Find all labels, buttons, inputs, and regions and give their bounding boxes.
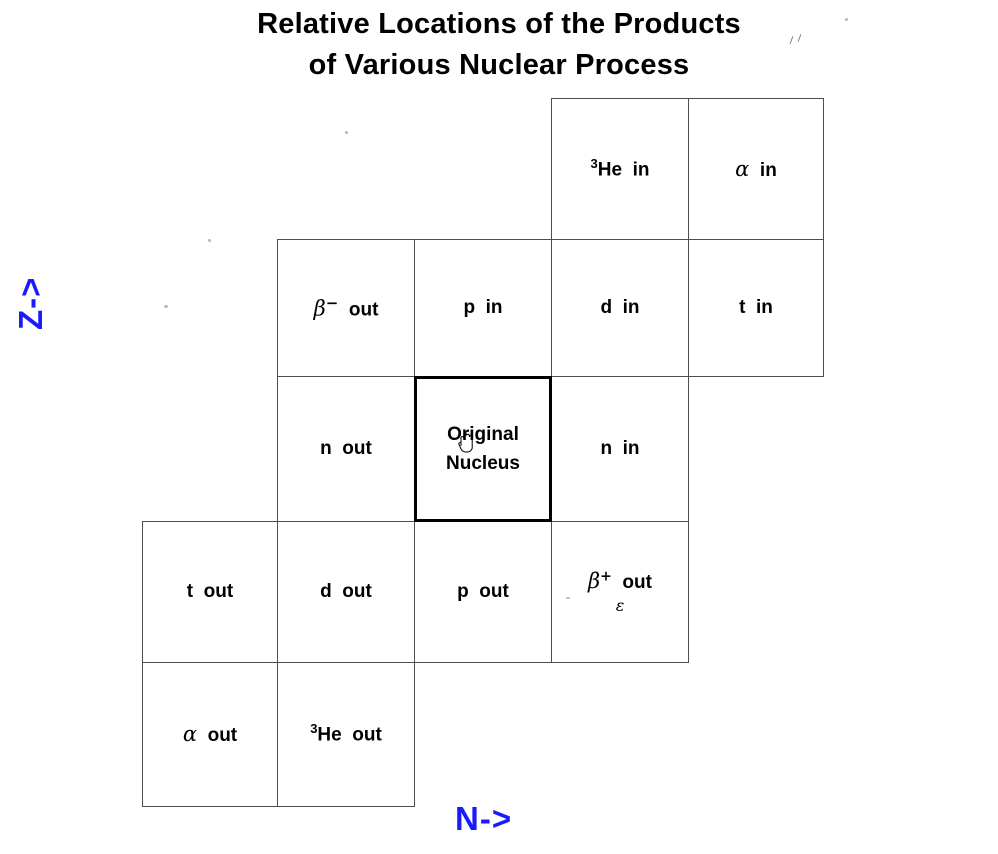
cell-label: $^3$He in bbox=[590, 155, 650, 181]
cell-label: n in bbox=[600, 438, 640, 460]
cell-label: β+ out ε bbox=[588, 568, 652, 616]
paper-speck bbox=[164, 305, 168, 308]
cell-d-in[interactable] bbox=[551, 239, 689, 377]
cell-t-in[interactable] bbox=[688, 239, 824, 377]
cell-label: Original Nucleus bbox=[446, 423, 520, 474]
cell-p-in[interactable] bbox=[414, 239, 552, 377]
cell-d-out[interactable] bbox=[277, 521, 415, 663]
title-line-1: Relative Locations of the Products bbox=[257, 8, 741, 40]
paper-speck bbox=[345, 131, 348, 134]
cell-he3-out[interactable] bbox=[277, 662, 415, 807]
cell-label: $^3$He out bbox=[310, 721, 382, 746]
cell-alpha-in[interactable] bbox=[688, 98, 824, 240]
axis-y-label: Z-> bbox=[12, 276, 49, 330]
cell-label: α in bbox=[735, 156, 777, 181]
cell-t-out[interactable] bbox=[142, 521, 278, 663]
cell-beta-plus-out[interactable] bbox=[551, 521, 689, 663]
axis-x-label: N-> bbox=[455, 800, 513, 837]
title-marks bbox=[791, 34, 801, 46]
cell-label: d out bbox=[320, 581, 372, 603]
cell-alpha-out[interactable] bbox=[142, 662, 278, 807]
cell-label: n out bbox=[320, 438, 372, 460]
cell-label: β− out bbox=[313, 293, 379, 321]
cell-label: t in bbox=[739, 297, 773, 319]
cell-n-in[interactable] bbox=[551, 376, 689, 522]
paper-speck bbox=[566, 597, 570, 599]
cell-label: p in bbox=[463, 297, 503, 319]
title-line-2: of Various Nuclear Process bbox=[308, 49, 690, 82]
cell-n-out[interactable] bbox=[277, 376, 415, 522]
paper-speck bbox=[208, 239, 211, 242]
cell-p-out[interactable] bbox=[414, 521, 552, 663]
cell-label: t out bbox=[186, 581, 234, 603]
cell-he3-in[interactable] bbox=[551, 98, 689, 240]
cell-label: d in bbox=[600, 297, 640, 319]
cell-original-nucleus[interactable] bbox=[414, 376, 552, 522]
page-title bbox=[0, 4, 998, 86]
cell-beta-minus-out[interactable] bbox=[277, 239, 415, 377]
paper-speck bbox=[845, 18, 848, 21]
cell-label: α out bbox=[182, 722, 238, 747]
cell-label: p out bbox=[457, 581, 509, 603]
